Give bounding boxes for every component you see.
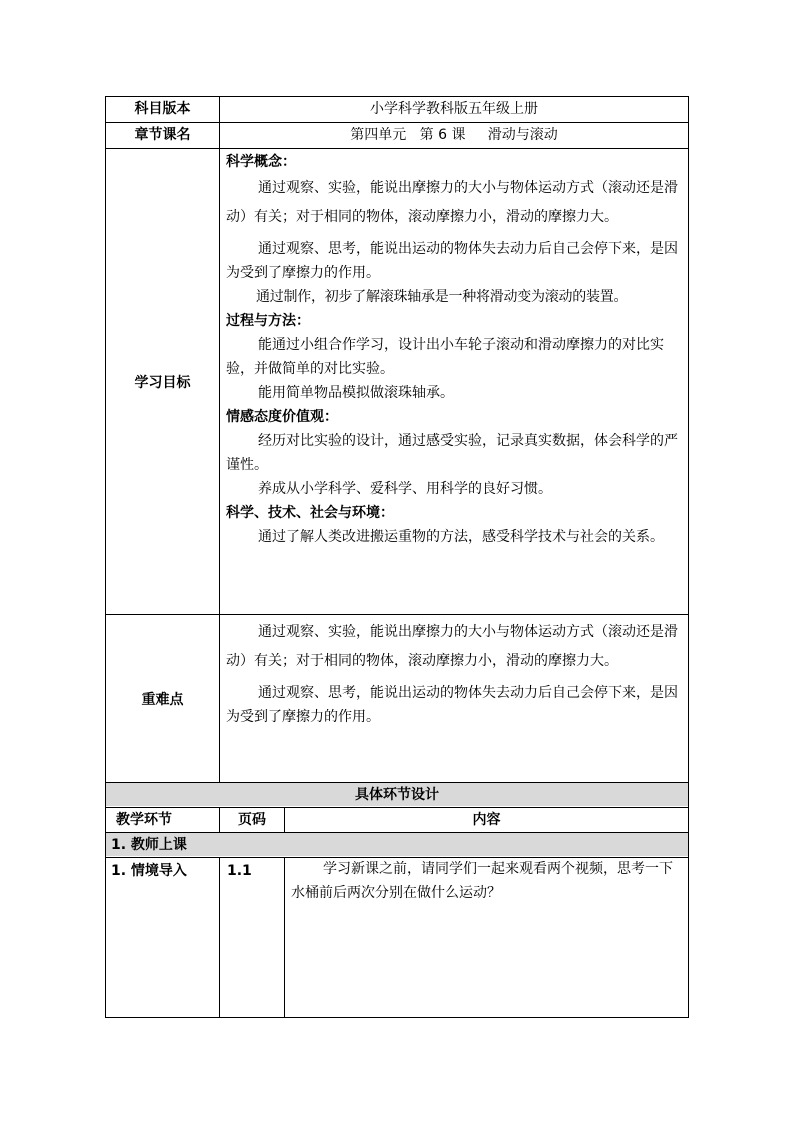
rule xyxy=(105,1017,689,1018)
goal-heading: 科学概念： xyxy=(226,154,296,170)
step-content: 学习新课之前，请同学们一起来观看两个视频，思考一下水桶前后两次分别在做什么运动？ xyxy=(291,861,673,901)
stage-title: 1. 教师上课 xyxy=(111,837,187,853)
rule xyxy=(219,96,220,782)
goal-paragraph: 能通过小组合作学习，设计出小车轮子滚动和滑动摩擦力的对比实验，并做简单的对比实验。 xyxy=(226,337,664,377)
design-section-title: 具体环节设计 xyxy=(355,787,439,803)
rule xyxy=(219,857,220,1017)
column-header-page: 页码 xyxy=(238,812,266,828)
step-page: 1.1 xyxy=(227,863,252,879)
rule xyxy=(105,832,689,833)
rule xyxy=(105,96,106,1018)
stage-row-bg xyxy=(106,833,688,856)
rule xyxy=(284,857,285,1017)
rule xyxy=(105,96,689,97)
goal-heading: 过程与方法： xyxy=(226,313,310,329)
rule xyxy=(105,782,689,783)
rule xyxy=(105,807,689,808)
key-points-content xyxy=(226,618,682,729)
goal-paragraph: 通过了解人类改进搬运重物的方法，感受科学技术与社会的关系。 xyxy=(258,529,664,545)
subject-value: 小学科学教科版五年级上册 xyxy=(370,101,538,117)
rule xyxy=(105,122,689,123)
lesson-plan-table xyxy=(105,96,689,1018)
column-header-step: 教学环节 xyxy=(116,812,172,828)
goal-paragraph: 通过观察、实验，能说出摩擦力的大小与物体运动方式（滚动还是滑动）有关；对于相同的物体，滚动摩擦力小，滑动的摩擦力大。 xyxy=(226,180,678,225)
rule xyxy=(105,148,689,149)
goal-paragraph: 通过制作，初步了解滚珠轴承是一种将滑动变为滚动的装置。 xyxy=(256,289,628,305)
goal-paragraph: 养成从小学科学、爱科学、用科学的良好习惯。 xyxy=(258,481,552,497)
chapter-label: 章节课名 xyxy=(134,127,191,143)
rule xyxy=(688,96,689,1018)
chapter-value: 第四单元 第 6 课 滑动与滚动 xyxy=(350,127,558,143)
key-point-paragraph: 通过观察、思考，能说出运动的物体失去动力后自己会停下来，是因为受到了摩擦力的作用。 xyxy=(226,685,678,725)
subject-label: 科目版本 xyxy=(134,101,191,117)
step-name: 1. 情境导入 xyxy=(111,863,187,879)
goal-paragraph: 能用简单物品模拟做滚珠轴承。 xyxy=(258,385,454,401)
rule xyxy=(105,614,689,615)
goal-heading: 情感态度价值观： xyxy=(226,409,338,425)
goal-paragraph: 经历对比实验的设计，通过感受实验，记录真实数据，体会科学的严谨性。 xyxy=(226,433,678,473)
learning-goals-content xyxy=(226,150,682,549)
column-header-content: 内容 xyxy=(472,812,501,828)
goal-heading: 科学、技术、社会与环境： xyxy=(226,505,394,521)
key-points-label: 重难点 xyxy=(141,692,184,708)
learning-goals-label: 学习目标 xyxy=(134,375,191,391)
goal-paragraph: 通过观察、思考，能说出运动的物体失去动力后自己会停下来，是因为受到了摩擦力的作用。 xyxy=(226,241,678,281)
key-point-paragraph: 通过观察、实验，能说出摩擦力的大小与物体运动方式（滚动还是滑动）有关；对于相同的物体，滚动摩擦力小，滑动的摩擦力大。 xyxy=(226,624,678,669)
